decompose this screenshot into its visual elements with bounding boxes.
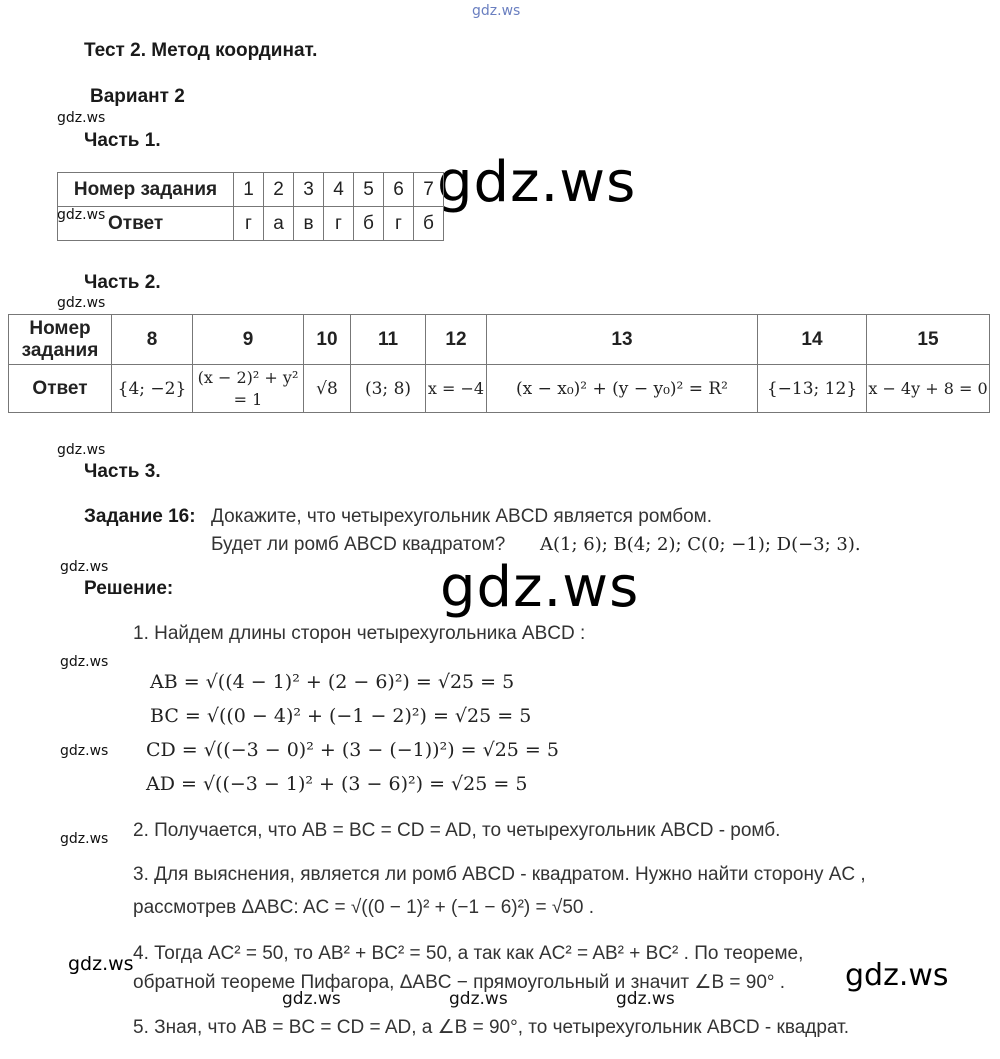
- table-cell: 5: [354, 173, 384, 207]
- table-header-task: Номер задания: [9, 315, 112, 365]
- table-cell: а: [264, 207, 294, 241]
- table-cell: г: [324, 207, 354, 241]
- table-cell: в: [294, 207, 324, 241]
- part3-heading: Часть 3.: [84, 461, 161, 482]
- table-header-answer: Ответ: [58, 207, 234, 241]
- table-cell: 13: [487, 315, 758, 365]
- solution-step3-line2: рассмотрев ΔABC: AC = √((0 − 1)² + (−1 − 6)²) = √50 .: [133, 897, 595, 918]
- table-cell: 8: [112, 315, 193, 365]
- table-cell: (3; 8): [351, 365, 426, 413]
- watermark-small: gdz.ws: [60, 559, 109, 575]
- equation-cd: CD = √((−3 − 0)² + (3 − (−1))²) = √25 = 5: [146, 739, 559, 761]
- watermark-small: gdz.ws: [60, 831, 109, 847]
- table-cell: {4; −2}: [112, 365, 193, 413]
- table-cell: x = −4: [426, 365, 487, 413]
- table-cell: 9: [193, 315, 304, 365]
- table-cell: б: [414, 207, 444, 241]
- task16-line2: Будет ли ромб ABCD квадратом?: [211, 534, 506, 555]
- table-cell: 2: [264, 173, 294, 207]
- watermark-small: gdz.ws: [57, 207, 106, 223]
- table-cell: √8: [304, 365, 351, 413]
- watermark-small: gdz.ws: [282, 989, 341, 1009]
- table-cell: 6: [384, 173, 414, 207]
- part2-heading: Часть 2.: [84, 272, 161, 293]
- table-cell: 1: [234, 173, 264, 207]
- watermark-big: gdz.ws: [440, 555, 640, 620]
- table-cell: 14: [758, 315, 867, 365]
- table-cell: 12: [426, 315, 487, 365]
- table-cell: {−13; 12}: [758, 365, 867, 413]
- answers-table-part1: [57, 172, 444, 241]
- watermark-small: gdz.ws: [60, 654, 109, 670]
- answers-table-part2: [8, 314, 990, 413]
- table-cell: б: [354, 207, 384, 241]
- watermark-small: gdz.ws: [616, 989, 675, 1009]
- table-cell: 3: [294, 173, 324, 207]
- solution-step3-line1: 3. Для выяснения, является ли ромб ABCD - квадратом. Нужно найти сторону AC ,: [133, 864, 866, 885]
- solution-label: Решение:: [84, 578, 174, 599]
- task16-points: A(1; 6); B(4; 2); C(0; −1); D(−3; 3).: [540, 534, 861, 555]
- watermark-small: gdz.ws: [57, 110, 106, 126]
- solution-step4-line1: 4. Тогда AC² = 50, то AB² + BC² = 50, а так как AC² = AB² + BC² . По теореме,: [133, 943, 804, 964]
- variant-title: Вариант 2: [90, 86, 185, 107]
- equation-bc: BC = √((0 − 4)² + (−1 − 2)²) = √25 = 5: [150, 705, 532, 727]
- task16-line1: Докажите, что четырехугольник ABCD является ромбом.: [211, 506, 713, 527]
- watermark-small: gdz.ws: [60, 743, 109, 759]
- table-cell: г: [234, 207, 264, 241]
- task16-label: Задание 16:: [84, 506, 196, 527]
- equation-ab: AB = √((4 − 1)² + (2 − 6)²) = √25 = 5: [150, 671, 515, 693]
- watermark-big: gdz.ws: [437, 150, 637, 215]
- watermark-top: gdz.ws: [472, 3, 521, 19]
- solution-step5: 5. Зная, что AB = BC = CD = AD, а ∠B = 90°, то четырехугольник ABCD - квадрат.: [133, 1017, 849, 1038]
- solution-step1: 1. Найдем длины сторон четырехугольника ABCD :: [133, 623, 586, 644]
- table-cell: (x − 2)² + y² = 1: [193, 365, 304, 413]
- table-header-task: Номер задания: [58, 173, 234, 207]
- watermark-big: gdz.ws: [845, 958, 949, 993]
- part1-heading: Часть 1.: [84, 130, 161, 151]
- solution-step4-line2: обратной теореме Пифагора, ΔABC − прямоугольный и значит ∠B = 90° .: [133, 972, 786, 993]
- table-header-answer: Ответ: [9, 365, 112, 413]
- table-cell: 11: [351, 315, 426, 365]
- table-cell: (x − x₀)² + (y − y₀)² = R²: [487, 365, 758, 413]
- table-cell: 15: [867, 315, 990, 365]
- table-cell: 7: [414, 173, 444, 207]
- equation-ad: AD = √((−3 − 1)² + (3 − 6)²) = √25 = 5: [146, 773, 528, 795]
- solution-step2: 2. Получается, что AB = BC = CD = AD, то четырехугольник ABCD - ромб.: [133, 820, 781, 841]
- table-cell: 4: [324, 173, 354, 207]
- table-cell: г: [384, 207, 414, 241]
- watermark-small: gdz.ws: [57, 442, 106, 458]
- watermark-small: gdz.ws: [449, 989, 508, 1009]
- page-title: Тест 2. Метод координат.: [84, 40, 318, 61]
- watermark-medium: gdz.ws: [68, 953, 134, 975]
- watermark-small: gdz.ws: [57, 295, 106, 311]
- table-cell: 10: [304, 315, 351, 365]
- table-cell: x − 4y + 8 = 0: [867, 365, 990, 413]
